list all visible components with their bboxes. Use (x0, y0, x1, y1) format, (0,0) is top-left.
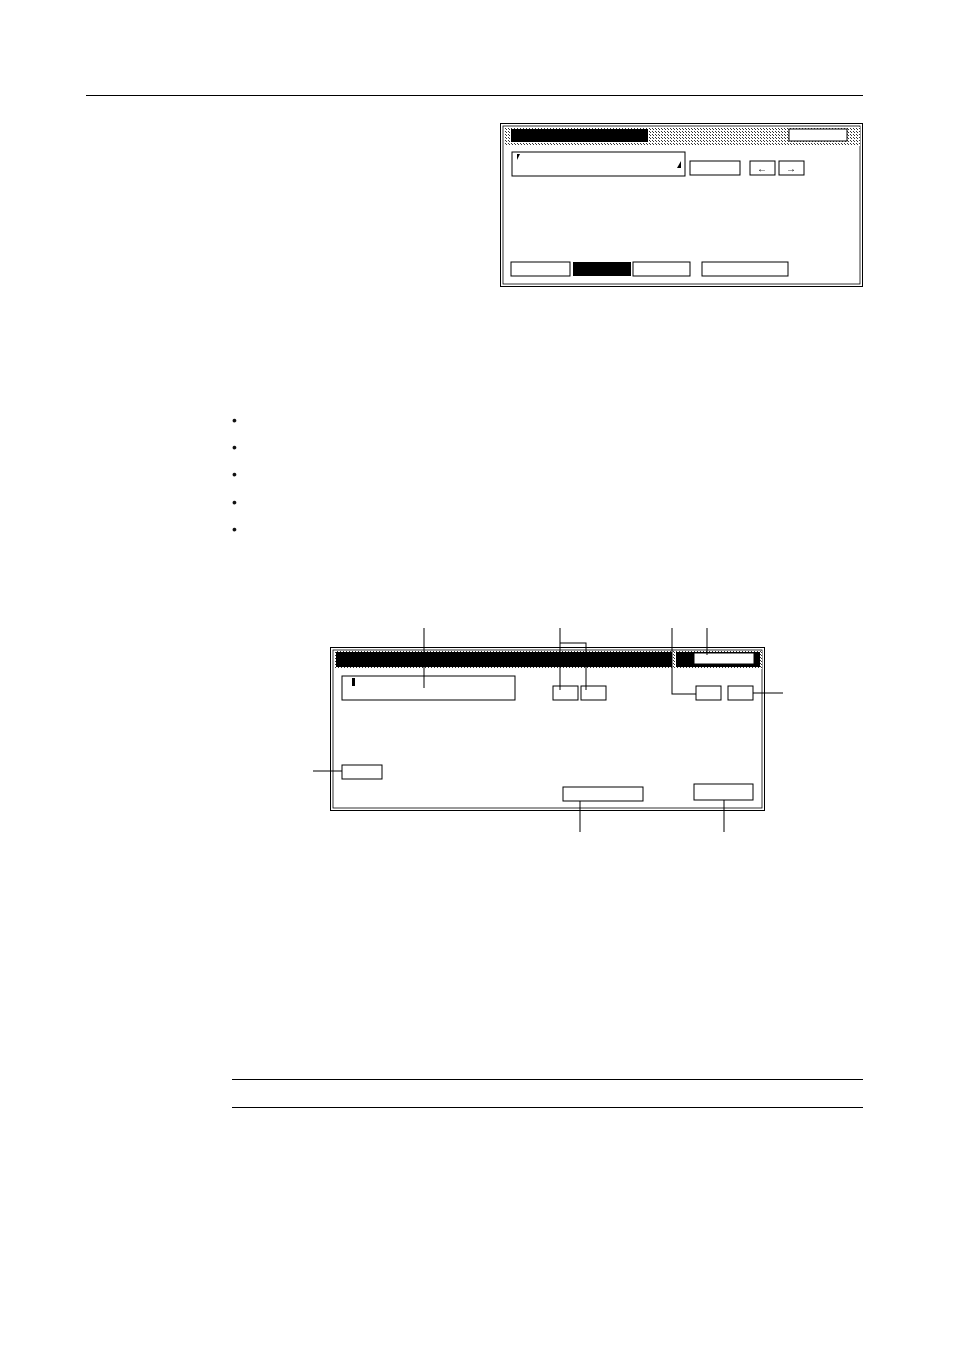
input-screen-diagram (290, 610, 810, 850)
note-rule-bottom (232, 1107, 863, 1108)
note-rule-top (232, 1079, 863, 1080)
svg-text:←: ← (757, 164, 767, 175)
svg-text:→: → (786, 164, 796, 175)
bullet-item (259, 521, 859, 538)
header-rule (86, 95, 863, 96)
keyboard-screenshot-a (500, 123, 863, 287)
